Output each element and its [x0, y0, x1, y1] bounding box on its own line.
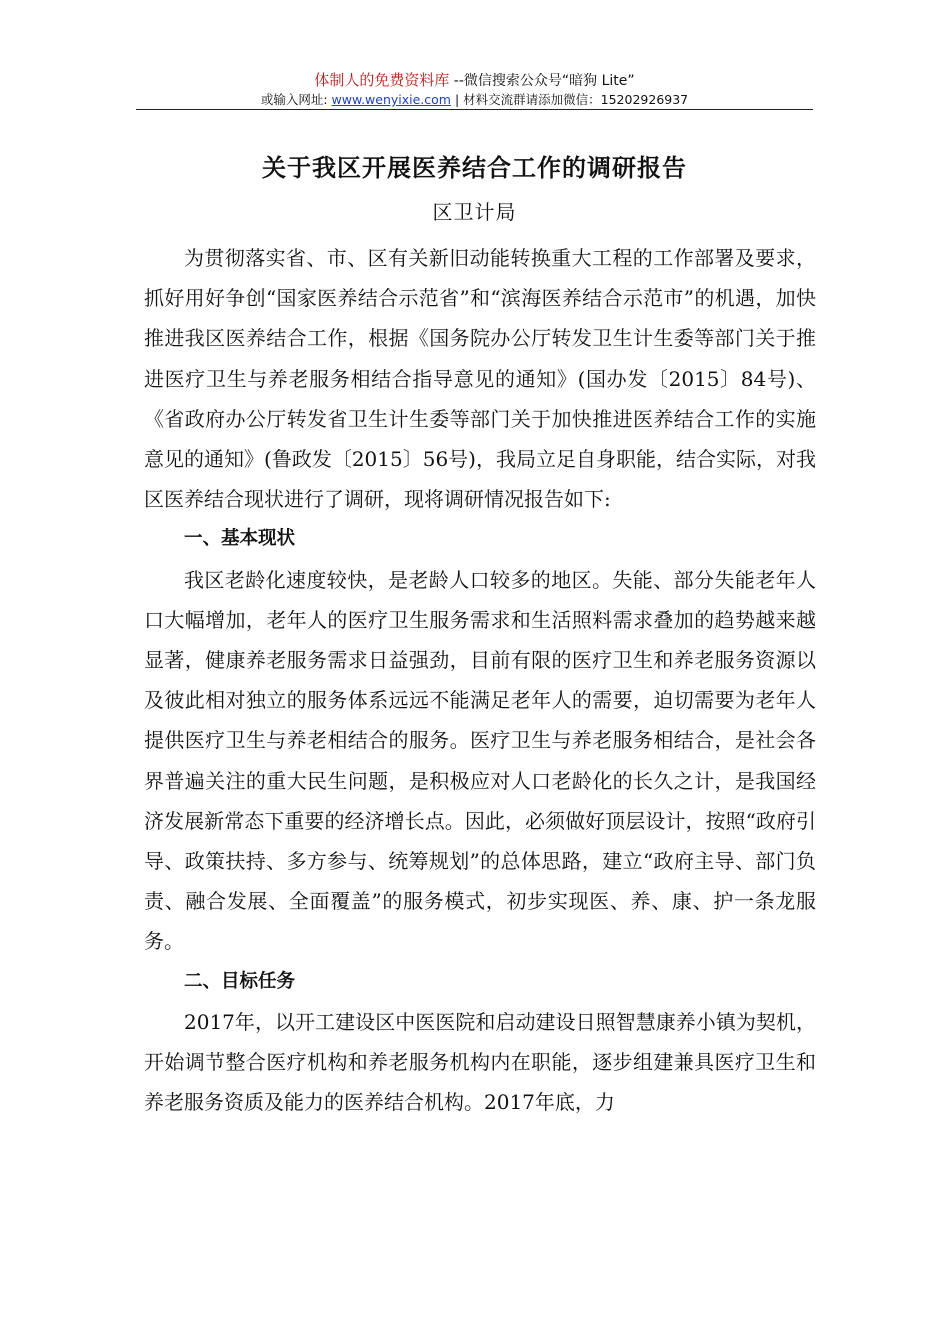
- section-paragraph-goals: 2017年，以开工建设区中医医院和启动建设日照智慧康养小镇为契机，开始调节整合医疗机构和养老服务机构内在职能，逐步组建兼具医疗卫生和养老服务资质及能力的医养结合机构。2017年底，力: [144, 1009, 816, 1115]
- contact-info: | 材料交流群请添加微信：15202926937: [454, 92, 689, 107]
- section-heading-basic-status: 一、基本现状: [184, 528, 296, 550]
- header-contact-line: [136, 91, 813, 109]
- url-prefix: 或输入网址:: [260, 92, 328, 107]
- intro-paragraph: 为贯彻落实省、市、区有关新旧动能转换重大工程的工作部署及要求，抓好用好争创“国家医养结合示范省”和“滨海医养结合示范市”的机遇，加快推进我区医养结合工作，根据《国务院办公厅转发卫生计生委等部门关于推进医疗卫生与养老服务相结合指导意见的通知》(国办发〔2015〕84号)、《省政府办公厅转发省卫生计生委等部门关于加快推进医养结合工作的实施意见的通知》(鲁政发〔2015〕56号)，我局立足自身职能，结合实际，对我区医养结合现状进行了调研，现将调研情况报告如下:: [144, 246, 816, 512]
- section-paragraph-basic-status: 我区老龄化速度较快，是老龄人口较多的地区。失能、部分失能老年人口大幅增加，老年人的医疗卫生服务需求和生活照料需求叠加的趋势越来越显著，健康养老服务需求日益强劲，目前有限的医疗卫生和养老服务资源以及彼此相对独立的服务体系远远不能满足老年人的需要，迫切需要为老年人提供医疗卫生与养老相结合的服务。医疗卫生与养老服务相结合，是社会各界普遍关注的重大民生问题，是积极应对人口老龄化的长久之计，是我国经济发展新常态下重要的经济增长点。因此，必须做好顶层设计，按照“政府引导、政策扶持、多方参与、统筹规划”的总体思路，建立“政府主导、部门负责、融合发展、全面覆盖”的服务模式，初步实现医、养、康、护一条龙服务。: [144, 567, 816, 954]
- brand-name: 体制人的免费资料库: [314, 71, 450, 89]
- document-title: 关于我区开展医养结合工作的调研报告: [262, 154, 687, 182]
- header-tagline: --微信搜索公众号“暗狗 Lite”: [453, 73, 635, 89]
- header-banner: [136, 70, 813, 91]
- document-body: [144, 238, 816, 1122]
- header-divider: [136, 109, 813, 110]
- section-heading-goals: 二、目标任务: [184, 970, 296, 992]
- page-header: [136, 70, 813, 109]
- website-link[interactable]: www.wenyixie.com: [331, 92, 451, 107]
- document-author: 区卫计局: [432, 200, 517, 224]
